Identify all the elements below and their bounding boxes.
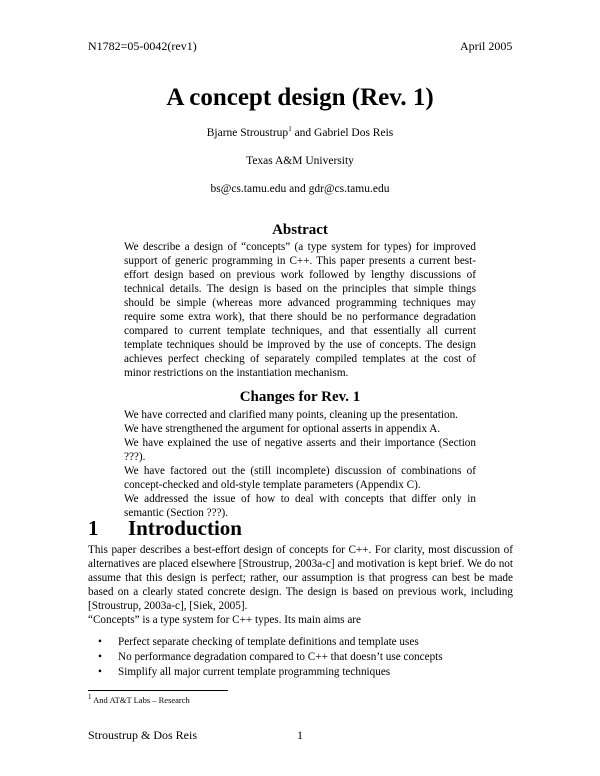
footnote-separator — [88, 690, 228, 691]
change-item: We have corrected and clarified many points, cleaning up the presentation. — [124, 409, 458, 421]
affiliation: Texas A&M University — [246, 155, 354, 167]
author-stroustrup: Bjarne Stroustrup — [206, 127, 289, 139]
bullet-icon: • — [98, 666, 102, 678]
abstract-heading: Abstract — [272, 222, 328, 238]
section-heading — [88, 516, 242, 541]
list-item: • Perfect separate checking of template definitions and template uses — [98, 636, 419, 648]
section-number: 1 — [88, 516, 99, 540]
footnote-marker: 1 — [288, 125, 292, 134]
change-item: We addressed the issue of how to deal with concepts that differ only in semantic (Section ???). — [124, 493, 476, 519]
paper-title: A concept design (Rev. 1) — [166, 84, 434, 111]
intro-body — [88, 543, 513, 680]
changes-heading: Changes for Rev. 1 — [239, 389, 361, 405]
list-item: • Simplify all major current template programming techniques — [98, 666, 391, 678]
author-line — [0, 127, 600, 139]
author-dos-reis: Gabriel Dos Reis — [314, 127, 394, 139]
change-item: We have explained the use of negative asserts and their importance (Section ???). — [124, 437, 476, 463]
change-item: We have strengthened the argument for optional asserts in appendix A. — [124, 423, 441, 435]
bullet-icon: • — [98, 651, 102, 663]
bullet-icon: • — [98, 636, 102, 648]
footnote-mark: 1 — [88, 693, 92, 702]
section-title: Introduction — [128, 516, 242, 540]
footnote-text: And AT&T Labs – Research — [93, 695, 190, 705]
aims-list — [88, 635, 513, 680]
document-number: N1782=05-0042(rev1) — [88, 39, 197, 53]
footnote — [88, 695, 190, 705]
intro-paragraph: This paper describes a best-effort design of concepts for C++. For clarity, most discussion of alternatives are placed elsewhere [Stroustrup, 2003a-c] and motivation is kept brief. We do not assume that this design is perfect; rather, our assumption is that progress can best be made based on a clearly stated concrete design. The design is based on previous work, including [Stroustrup, 2003a-c], [Siek, 2005]. — [88, 544, 513, 612]
author-emails: bs@cs.tamu.edu and gdr@cs.tamu.edu — [210, 183, 390, 195]
page-number: 1 — [297, 728, 303, 742]
changes-list — [124, 408, 476, 520]
author-connector: and — [291, 127, 315, 139]
aims-intro: “Concepts” is a type system for C++ types. Its main aims are — [88, 614, 361, 626]
list-item: • No performance degradation compared to C++ that doesn’t use concepts — [98, 651, 443, 663]
change-item: We have factored out the (still incomplete) discussion of combinations of concept-checked and old-style template parameters (Appendix C). — [124, 465, 476, 491]
abstract-text: We describe a design of “concepts” (a type system for types) for improved support of generic programming in C++. This paper presents a current best-effort design based on previous work followed by lengthy discussions of technical details. The design is based on the principles that simple things should be simple (whereas more advanced programming techniques may require some extra work), that there should be no performance degradation compared to current template techniques, and that essentially all current template techniques should be improved by the use of concepts. The design achieves perfect checking of separately compiled templates at the cost of minor restrictions on the instantiation mechanism. — [124, 241, 476, 379]
document-date: April 2005 — [460, 39, 513, 53]
footer-authors: Stroustrup & Dos Reis — [88, 728, 198, 742]
